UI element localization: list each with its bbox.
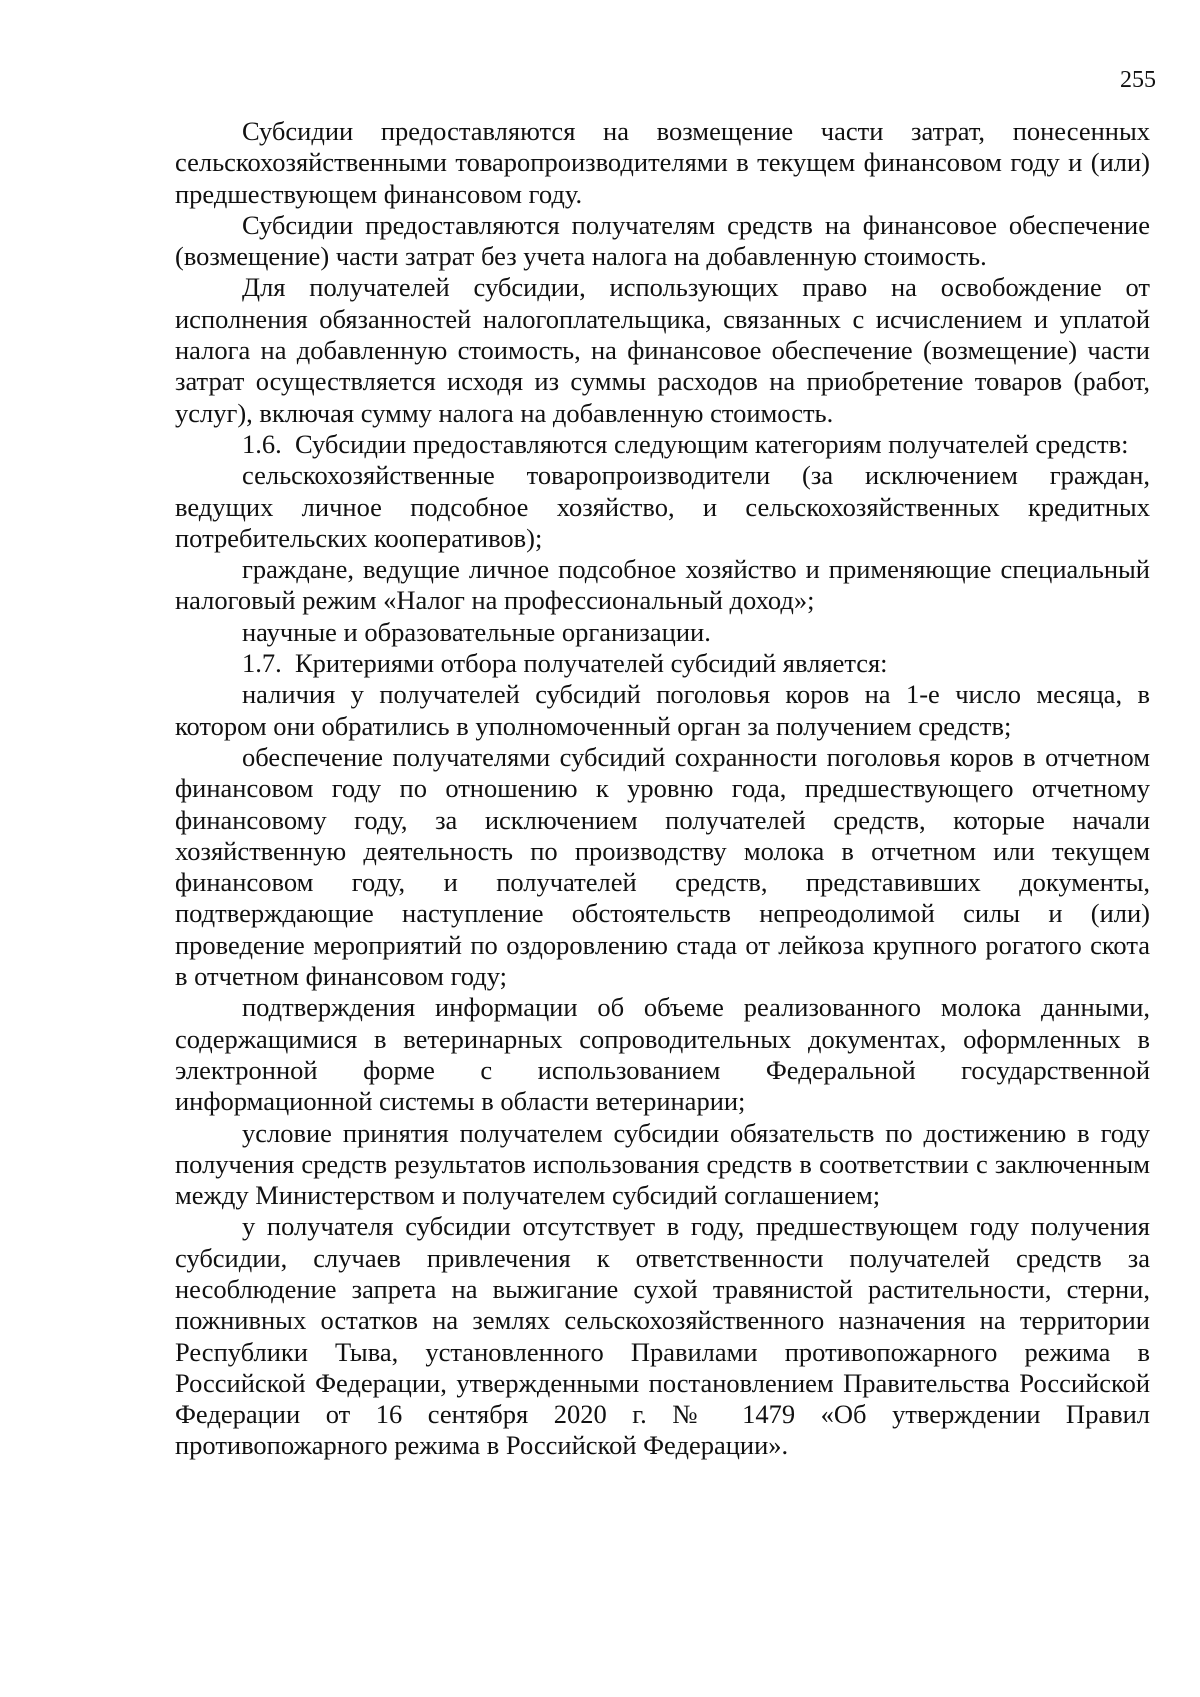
paragraph: наличия у получателей субсидий поголовья коров на 1-е число месяца, в котором они обратились в уполномоченный орган за получением средств; — [175, 679, 1150, 741]
paragraph: условие принятия получателем субсидии обязательств по достижению в году получения средств результатов использования средств в соответствии с заключенным между Министерством и получателем субсидий соглашением; — [175, 1117, 1150, 1211]
paragraph: Для получателей субсидии, использующих право на освобождение от исполнения обязанностей налогоплательщика, связанных с исчислением и уплатой налога на добавленную стоимость, на финансовое обеспечение (возмещение) части затрат осуществляется исходя из суммы расходов на приобретение товаров (работ, услуг), включая сумму налога на добавленную стоимость. — [175, 272, 1150, 428]
page-number: 255 — [1120, 67, 1156, 93]
section-1-7-paragraph: 1.7. Критериями отбора получателей субсидий является: — [242, 648, 888, 679]
paragraph: у получателя субсидии отсутствует в году, предшествующем году получения субсидии, случаев привлечения к ответственности получателей средств за несоблюдение запрета на выжигание сухой травянистой растительности, стерни, пожнивных остатков на землях сельскохозяйственного назначения на территории Республики Тыва, установленного Правилами противопожарного режима в Российской Федерации, утвержденными постановлением Правительства Российской Федерации от 16 сентября 2020 г. № 1479 «Об утверждении Правил противопожарного режима в Российской Федерации». — [175, 1211, 1150, 1461]
paragraph: сельскохозяйственные товаропроизводители (за исключением граждан, ведущих личное подсобное хозяйство, и сельскохозяйственных кредитных потребительских кооперативов); — [175, 460, 1150, 553]
document-body — [175, 116, 1150, 1462]
paragraph: граждане, ведущие личное подсобное хозяйство и применяющие специальный налоговый режим «Налог на профессиональный доход»; — [175, 554, 1150, 616]
section-1-6-paragraph: 1.6. Субсидии предоставляются следующим категориям получателей средств: — [242, 428, 1129, 459]
paragraph: Субсидии предоставляются получателям средств на финансовое обеспечение (возмещение) части затрат без учета налога на добавленную стоимость. — [175, 209, 1150, 272]
paragraph: подтверждения информации об объеме реализованного молока данными, содержащимися в ветеринарных сопроводительных документах, оформленных в электронной форме с использованием Федеральной государственной информационной системы в области ветеринарии; — [175, 992, 1150, 1117]
paragraph: Субсидии предоставляются на возмещение части затрат, понесенных сельскохозяйственными товаропроизводителями в текущем финансовом году и (или) предшествующем финансовом году. — [175, 116, 1150, 209]
paragraph: обеспечение получателями субсидий сохранности поголовья коров в отчетном финансовом году по отношению к уровню года, предшествующего отчетному финансовому году, за исключением получателей средств, которые начали хозяйственную деятельность по производству молока в отчетном или текущем финансовом году, и получателей средств, представивших документы, подтверждающие наступление обстоятельств непреодолимой силы и (или) проведение мероприятий по оздоровлению стада от лейкоза крупного рогатого скота в отчетном финансовом году; — [175, 741, 1150, 992]
paragraph: научные и образовательные организации. — [242, 616, 711, 647]
